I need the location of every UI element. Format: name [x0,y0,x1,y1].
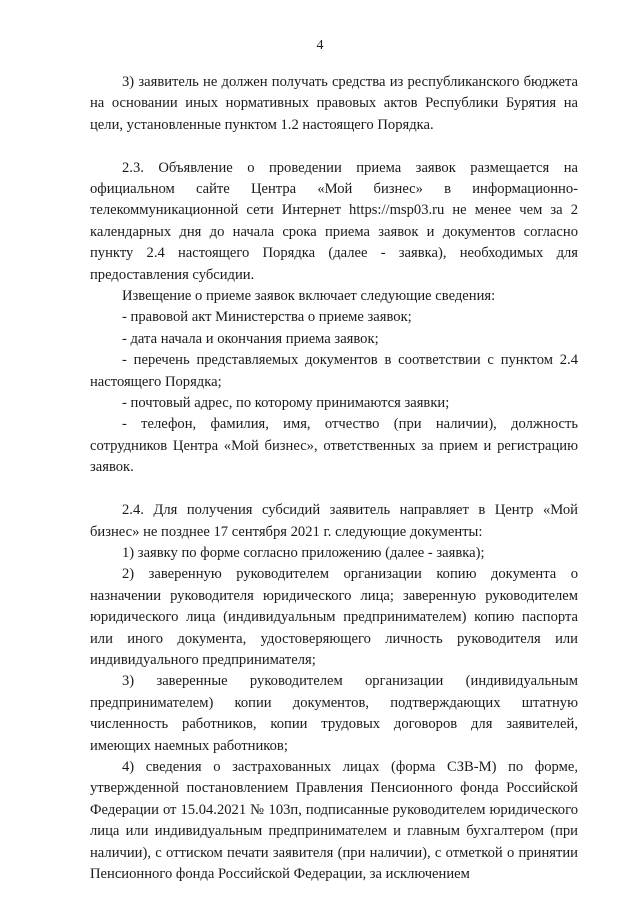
paragraph: 2.3. Объявление о проведении приема заявок размещается на официальном сайте Центра «Мой бизнес» в информационно-телекоммуникационной сети Интернет https://msp03.ru не менее чем за 2 календарных дня до начала срока приема заявок и документов согласно пункту 2.4 настоящего Порядка (далее - заявка), необходимых для предоставления субсидии. [90,159,578,283]
paragraph: 4) сведения о застрахованных лицах (форма СЗВ-М) по форме, утвержденной постановлением Правления Пенсионного фонда Российской Федерации от 15.04.2021 № 103п, подписанные руководителем юридического лица или индивидуальным предпринимателем и главным бухгалтером (при наличии), с оттиском печати заявителя (при наличии), с отметкой о принятии Пенсионного фонда Российской Федерации, за исключением [90,758,578,882]
paragraph: - почтовый адрес, по которому принимаются заявки; [122,395,450,412]
paragraph: 3) заверенные руководителем организации (индивидуальным предпринимателем) копии документов, подтверждающих штатную численность работников, копии трудовых договоров для заявителей, имеющих наемных работников; [90,673,578,754]
paragraph: 2) заверенную руководителем организации копию документа о назначении руководителя юридического лица; заверенную руководителем юридического лица (индивидуальным предпринимателем) копию паспорта или иного документа, удостоверяющего личность руководителя или индивидуального предпринимателя; [90,566,578,668]
paragraph: Извещение о приеме заявок включает следующие сведения: [122,288,496,305]
paragraph: - правовой акт Министерства о приеме заявок; [122,309,412,326]
paragraph: - дата начала и окончания приема заявок; [122,330,379,347]
document-body [90,72,578,885]
page-number: 4 [316,38,324,53]
paragraph: - телефон, фамилия, имя, отчество (при наличии), должность сотрудников Центра «Мой бизнес», ответственных за прием и регистрацию заявок. [90,416,578,476]
paragraph: - перечень представляемых документов в соответствии с пунктом 2.4 настоящего Порядка; [90,352,578,390]
paragraph: 3) заявитель не должен получать средства из республиканского бюджета на основании иных нормативных правовых актов Республики Бурятия на цели, установленные пунктом 1.2 настоящего Порядка. [90,74,578,133]
paragraph: 1) заявку по форме согласно приложению (далее - заявка); [122,544,485,561]
paragraph: 2.4. Для получения субсидий заявитель направляет в Центр «Мой бизнес» не позднее 17 сентября 2021 г. следующие документы: [90,502,578,540]
